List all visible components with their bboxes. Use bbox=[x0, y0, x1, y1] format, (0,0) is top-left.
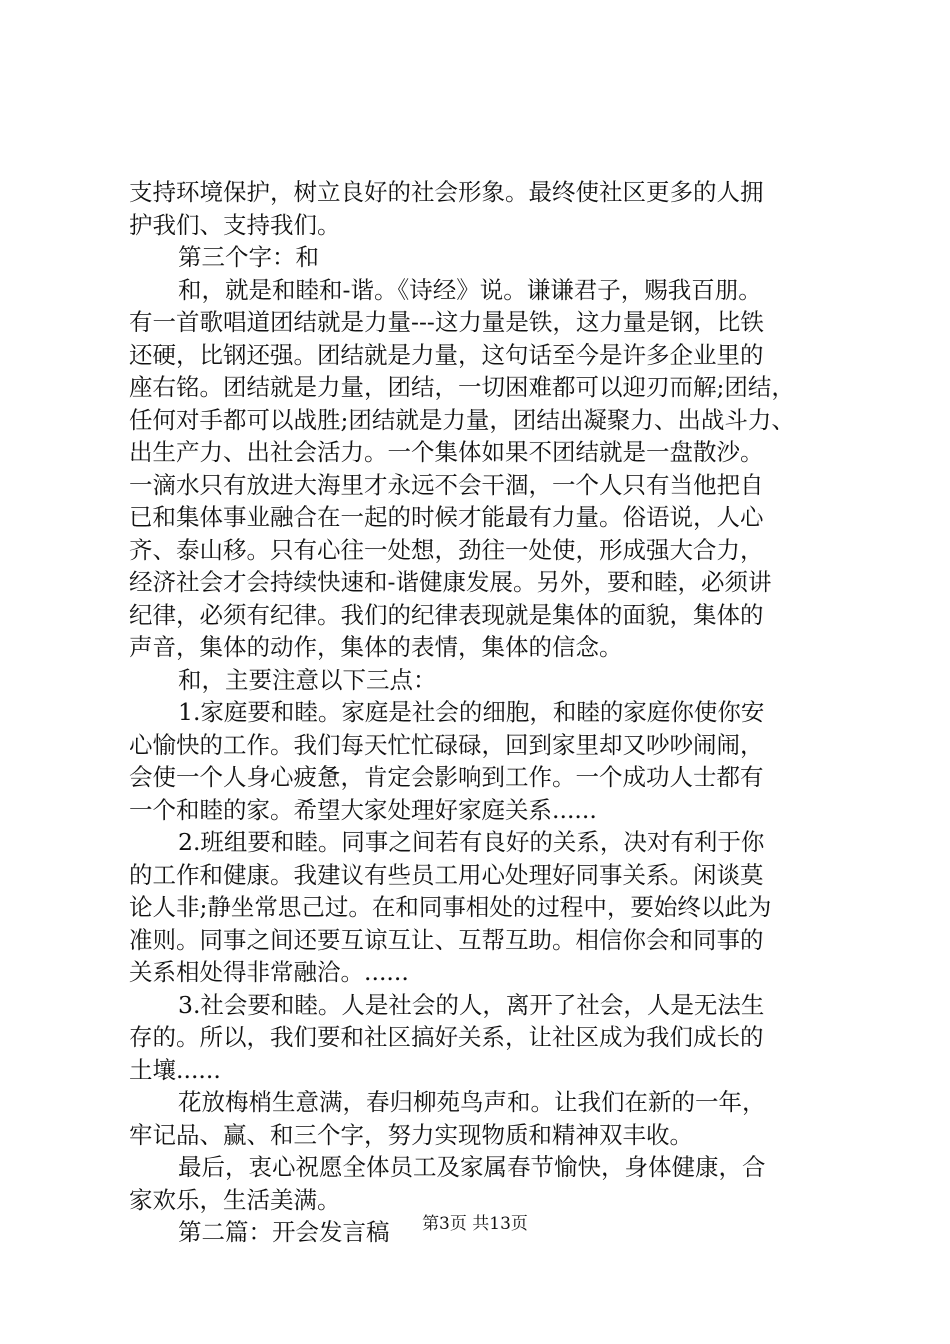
text-line: 护我们、支持我们。 bbox=[129, 210, 341, 239]
text-line: 声音，集体的动作，集体的表情，集体的信念。 bbox=[129, 633, 623, 661]
text-line: 会使一个人身心疲惫，肯定会影响到工作。一个成功人士都有 bbox=[129, 763, 764, 791]
text-line: 经济社会才会持续快速和-谐健康发展。另外，要和睦，必须讲 bbox=[129, 568, 772, 596]
text-line: 的工作和健康。我建议有些员工用心处理好同事关系。闲谈莫 bbox=[129, 860, 764, 889]
text-line: 座右铭。团结就是力量，团结，一切困难都可以迎刃而解;团结， bbox=[129, 373, 795, 401]
text-line: 还硬，比钢还强。团结就是力量，这句话至今是许多企业里的 bbox=[129, 340, 764, 369]
text-line: 准则。同事之间还要互谅互让、互帮互助。相信你会和同事的 bbox=[129, 925, 764, 954]
document-body bbox=[129, 176, 829, 1249]
text-line: 心愉快的工作。我们每天忙忙碌碌，回到家里却又吵吵闹闹， bbox=[129, 730, 764, 759]
text-line: 纪律，必须有纪律。我们的纪律表现就是集体的面貌，集体的 bbox=[129, 600, 764, 629]
text-line: 一个和睦的家。希望大家处理好家庭关系...... bbox=[129, 795, 597, 824]
text-line: 3.社会要和睦。人是社会的人，离开了社会，人是无法生 bbox=[178, 990, 765, 1019]
text-line: 论人非;静坐常思己过。在和同事相处的过程中，要始终以此为 bbox=[129, 893, 772, 921]
text-line: 最后，衷心祝愿全体员工及家属春节愉快，身体健康，合 bbox=[178, 1153, 766, 1181]
text-line: 和，就是和睦和-谐。《诗经》说。谦谦君子，赐我百朋。 bbox=[178, 275, 762, 304]
text-line: 土壤...... bbox=[129, 1055, 221, 1084]
text-line: 2.班组要和睦。同事之间若有良好的关系，决对有利于你 bbox=[178, 828, 765, 856]
text-line: 第三个字：和 bbox=[178, 243, 319, 271]
text-line: 存的。所以，我们要和社区搞好关系，让社区成为我们成长的 bbox=[129, 1023, 764, 1051]
text-line: 花放梅梢生意满，春归柳苑鸟声和。让我们在新的一年， bbox=[178, 1088, 766, 1116]
text-line: 出生产力、出社会活力。一个集体如果不团结就是一盘散沙。 bbox=[129, 438, 764, 466]
text-line: 1.家庭要和睦。家庭是社会的细胞，和睦的家庭你使你安 bbox=[178, 698, 765, 726]
text-line: 支持环境保护，树立良好的社会形象。最终使社区更多的人拥 bbox=[129, 178, 764, 206]
text-line: 任何对手都可以战胜;团结就是力量，团结出凝聚力、出战斗力、 bbox=[129, 405, 795, 434]
text-line: 已和集体事业融合在一起的时候才能最有力量。俗语说，人心 bbox=[129, 503, 764, 531]
text-line: 和，主要注意以下三点： bbox=[178, 665, 437, 694]
text-line: 家欢乐，生活美满。 bbox=[129, 1185, 341, 1214]
text-line: 有一首歌唱道团结就是力量---这力量是铁，这力量是钢，比铁 bbox=[129, 308, 764, 336]
text-line: 齐、泰山移。只有心往一处想，劲往一处使，形成强大合力， bbox=[129, 535, 764, 564]
page-footer: 第3页 共13页 bbox=[422, 1214, 528, 1234]
text-line: 一滴水只有放进大海里才永远不会干涸，一个人只有当他把自 bbox=[129, 470, 764, 499]
text-line: 牢记品、赢、和三个字，努力实现物质和精神双丰收。 bbox=[129, 1120, 693, 1149]
text-line: 关系相处得非常融洽。...... bbox=[129, 958, 409, 986]
text-line: 第二篇：开会发言稿 bbox=[178, 1218, 390, 1246]
